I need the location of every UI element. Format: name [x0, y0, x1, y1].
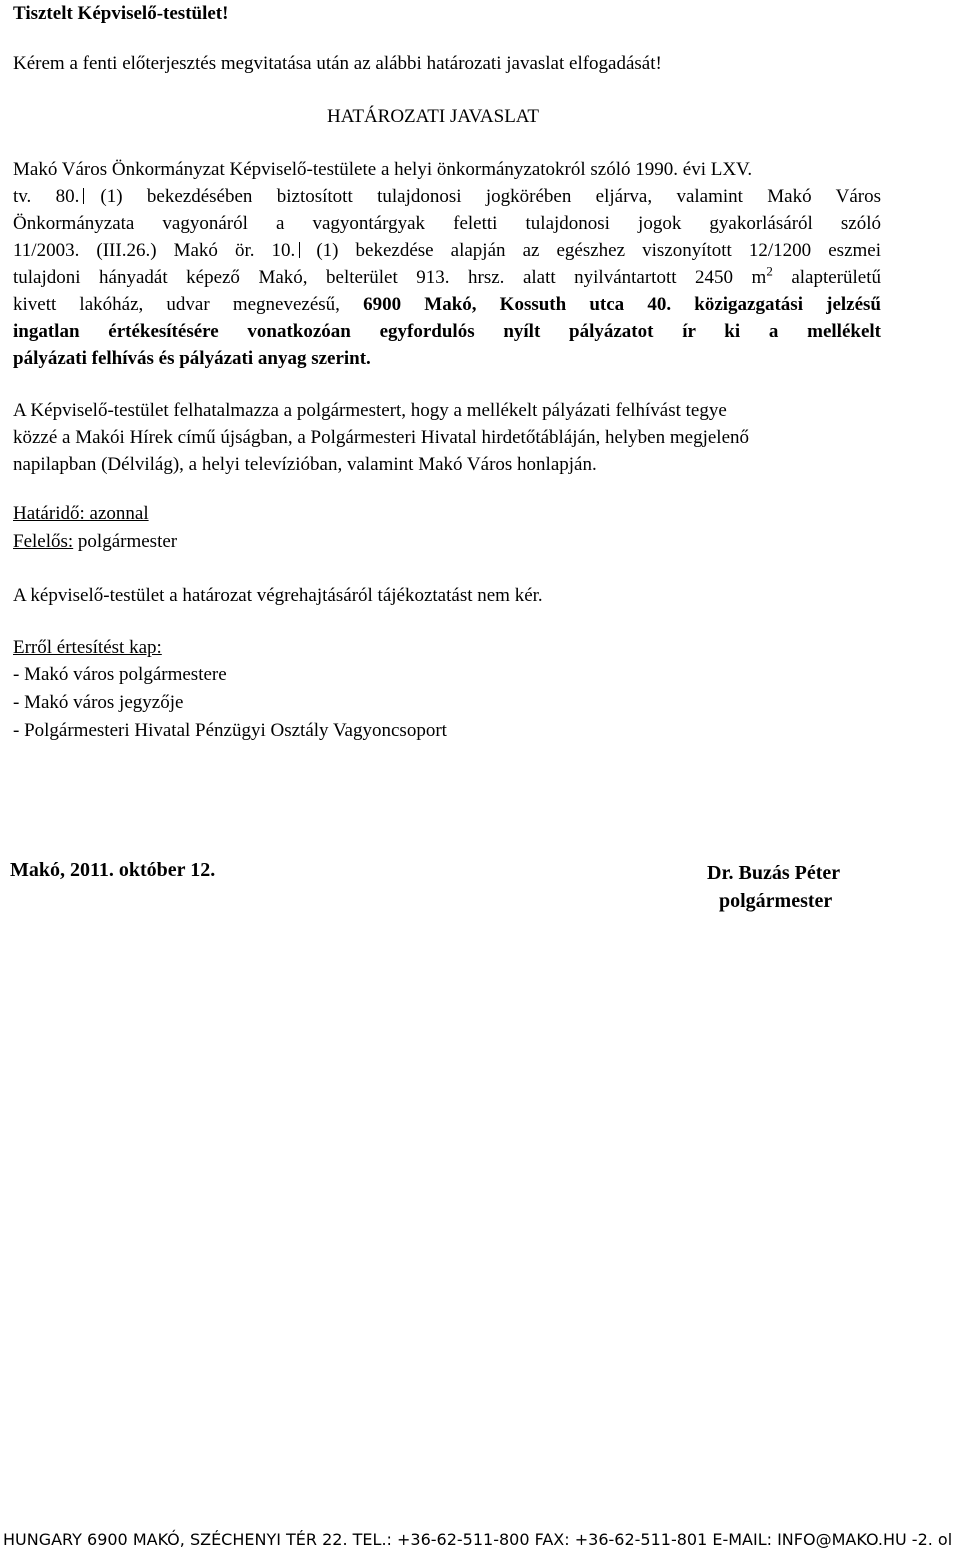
para1-line-5b: alapterületű: [772, 267, 881, 288]
page-footer: HUNGARY 6900 MAKÓ, SZÉCHENYI TÉR 22. TEL.: +36-62-511-800 FAX: +36-62-511-801 E-MAIL: INFO@MAKO.HU -2. ol: [3, 1530, 953, 1549]
resolution-paragraph: [13, 156, 881, 372]
para2-line-3: napilapban (Délvilág), a helyi televízióban, valamint Makó Város honlapján.: [13, 454, 597, 475]
para1-line-6a: kivett lakóház, udvar megnevezésű,: [13, 294, 364, 315]
para1-line-4b: (1) bekezdése alapján az egészhez viszonyított 12/1200 eszmei: [316, 240, 881, 261]
para1-line-7: ingatlan értékesítésére vonatkozóan egyfordulós nyílt pályázatot ír ki a mellékelt: [13, 321, 881, 342]
para1-line-3: Önkormányzata vagyonáról a vagyontárgyak feletti tulajdonosi jogok gyakorlásáról szóló: [13, 213, 881, 234]
para1-line-6: [13, 291, 881, 318]
para1-line-5: [13, 264, 881, 291]
para2-line-1: A Képviselő-testület felhatalmazza a polgármestert, hogy a mellékelt pályázati felhívást tegye: [13, 400, 727, 421]
list-item: - Makó város jegyzője: [13, 692, 184, 713]
deadline-row: [13, 500, 149, 527]
responsible-value: polgármester: [73, 531, 178, 552]
resolution-heading: HATÁROZATI JAVASLAT: [327, 106, 540, 127]
place-date: Makó, 2011. október 12.: [10, 859, 216, 881]
para2-line-2: közzé a Makói Hírek című újságban, a Polgármesteri Hivatal hirdetőtábláján, helyben megjelenő: [13, 427, 749, 448]
para1-line-6c: közigazgatási jelzésű: [671, 294, 881, 315]
para1-line-1: Makó Város Önkormányzat Képviselő-testülete a helyi önkormányzatokról szóló 1990. évi LXV.: [13, 159, 753, 180]
list-item: - Makó város polgármestere: [13, 664, 227, 685]
signatory-name: Dr. Buzás Péter: [707, 862, 841, 884]
para1-line-2a: tv. 80.: [13, 186, 80, 207]
property-address: 6900 Makó, Kossuth utca 40.: [363, 294, 672, 315]
para1-line-4: [13, 237, 881, 264]
para1-line-8: pályázati felhívás és pályázati anyag szerint.: [13, 348, 371, 369]
section-mark-icon: [83, 188, 94, 204]
deadline-label: Határidő:: [13, 503, 90, 524]
intro-text: Kérem a fenti előterjesztés megvitatása után az alábbi határozati javaslat elfogadását!: [13, 53, 662, 74]
para1-line-2: [13, 183, 881, 210]
section-mark-icon: [299, 242, 310, 258]
list-item: - Polgármesteri Hivatal Pénzügyi Osztály Vagyoncsoport: [13, 720, 447, 741]
para1-line-5a: tulajdoni hányadát képező Makó, belterület 913. hrsz. alatt nyilvántartott 2450 m: [13, 267, 767, 288]
deadline-value: azonnal: [89, 503, 149, 524]
notify-label: Erről értesítést kap:: [13, 637, 162, 658]
para1-line-2b: (1) bekezdésében biztosított tulajdonosi jogkörében eljárva, valamint Makó Város: [100, 186, 881, 207]
superscript-2: 2: [766, 263, 773, 279]
authorization-paragraph: [13, 397, 881, 478]
signatory-title: polgármester: [719, 890, 833, 912]
recipient-list: [13, 661, 447, 745]
responsible-label: Felelős:: [13, 531, 74, 552]
para1-line-4a: 11/2003. (III.26.) Makó ör. 10.: [13, 240, 296, 261]
greeting: Tisztelt Képviselő-testület!: [13, 3, 229, 24]
responsible-row: [13, 528, 177, 555]
note-text: A képviselő-testület a határozat végrehajtásáról tájékoztatást nem kér.: [13, 585, 543, 606]
